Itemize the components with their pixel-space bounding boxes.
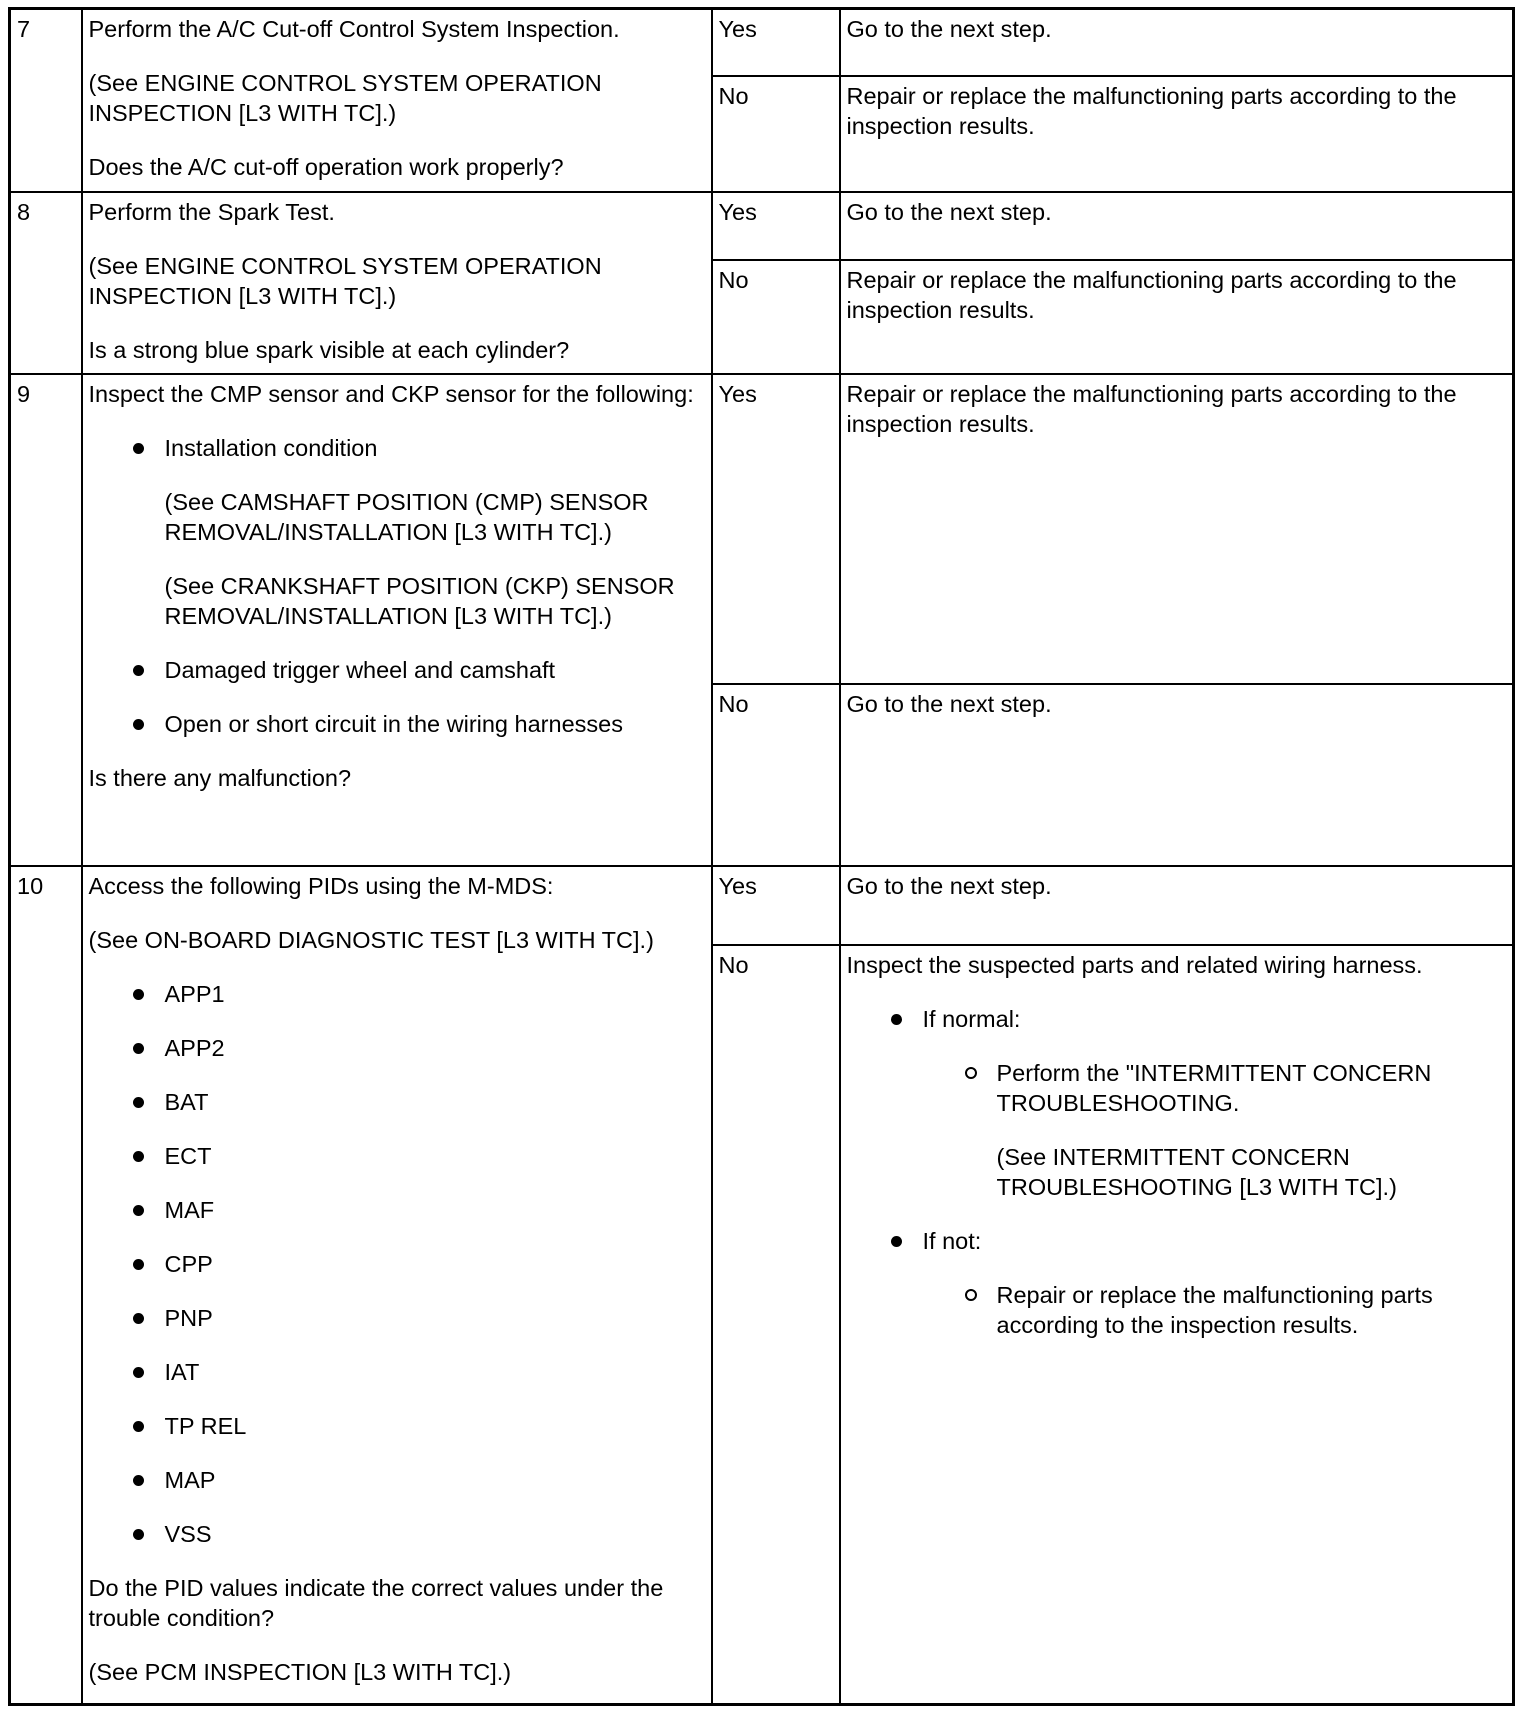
question-text: Does the A/C cut-off operation work properly? — [88, 154, 564, 180]
result-no: No — [712, 260, 840, 374]
outcome-no: Repair or replace the malfunctioning parts according to the inspection results. — [840, 260, 1514, 374]
list-item: Open or short circuit in the wiring harnesses — [133, 709, 705, 739]
list-item: BAT — [133, 1087, 705, 1117]
step-number: 10 — [10, 866, 82, 1705]
step-number: 7 — [10, 9, 82, 192]
action-text: Perform the Spark Test. — [88, 198, 335, 225]
question-text: Do the PID values indicate the correct values under the trouble condition? — [88, 1574, 664, 1631]
result-no: No — [712, 684, 840, 866]
inspection-list — [89, 433, 705, 739]
outcome-no: Repair or replace the malfunctioning parts according to the inspection results. — [840, 76, 1514, 192]
list-item: APP1 — [133, 979, 705, 1009]
action-text: Access the following PIDs using the M-MDS: — [88, 872, 554, 899]
list-item: MAP — [133, 1465, 705, 1495]
list-item: MAF — [133, 1195, 705, 1225]
list-item: APP2 — [133, 1033, 705, 1063]
result-yes: Yes — [712, 9, 840, 76]
list-item: Perform the "INTERMITTENT CONCERN TROUBLESHOOTING. (See INTERMITTENT CONCERN TROUBLESHOOTING [L3 WITH TC].) — [965, 1058, 1507, 1202]
list-item: TP REL — [133, 1411, 705, 1441]
list-item: Installation condition (See CAMSHAFT POSITION (CMP) SENSOR REMOVAL/INSTALLATION [L3 WITH TC].) (See CRANKSHAFT POSITION (CKP) SENSOR REMOVAL/INSTALLATION [L3 WITH TC].) — [133, 433, 705, 631]
sub-list — [923, 1280, 1507, 1340]
list-item: If not: Repair or replace the malfunctioning parts according to the inspection results. — [891, 1226, 1507, 1340]
list-item: Repair or replace the malfunctioning parts according to the inspection results. — [965, 1280, 1507, 1340]
result-yes: Yes — [712, 374, 840, 684]
action-cell — [82, 9, 712, 192]
action-text: Inspect the CMP sensor and CKP sensor for the following: — [88, 380, 694, 407]
action-cell — [82, 374, 712, 866]
table-row — [10, 866, 1514, 945]
result-no: No — [712, 945, 840, 1705]
action-text: Perform the A/C Cut-off Control System Inspection. — [88, 16, 620, 42]
sub-list — [923, 1058, 1507, 1202]
reference-text: (See CRANKSHAFT POSITION (CKP) SENSOR REMOVAL/INSTALLATION [L3 WITH TC].) — [164, 572, 675, 629]
result-no: No — [712, 76, 840, 192]
reference-text: (See INTERMITTENT CONCERN TROUBLESHOOTING [L3 WITH TC].) — [996, 1143, 1397, 1200]
pid-list — [89, 979, 705, 1549]
list-item: Damaged trigger wheel and camshaft — [133, 655, 705, 685]
reference-text: (See CAMSHAFT POSITION (CMP) SENSOR REMOVAL/INSTALLATION [L3 WITH TC].) — [164, 488, 649, 545]
reference-text: (See PCM INSPECTION [L3 WITH TC].) — [88, 1658, 512, 1685]
table-row — [10, 192, 1514, 260]
condition-list — [847, 1004, 1507, 1340]
reference-text: (See ENGINE CONTROL SYSTEM OPERATION INSPECTION [L3 WITH TC].) — [88, 252, 602, 309]
outcome-no: Go to the next step. — [840, 684, 1514, 866]
outcome-yes: Go to the next step. — [840, 192, 1514, 260]
outcome-yes: Repair or replace the malfunctioning parts according to the inspection results. — [840, 374, 1514, 684]
list-item: VSS — [133, 1519, 705, 1549]
list-item: PNP — [133, 1303, 705, 1333]
action-cell — [82, 192, 712, 374]
reference-text: (See ENGINE CONTROL SYSTEM OPERATION INSPECTION [L3 WITH TC].) — [88, 70, 602, 126]
table-row — [10, 374, 1514, 684]
table-row — [10, 9, 1514, 76]
diagnostic-procedure-table — [8, 7, 1515, 1706]
outcome-yes: Go to the next step. — [840, 9, 1514, 76]
outcome-text: Inspect the suspected parts and related wiring harness. — [846, 951, 1423, 978]
question-text: Is a strong blue spark visible at each cylinder? — [88, 336, 570, 363]
reference-text: (See ON-BOARD DIAGNOSTIC TEST [L3 WITH TC].) — [88, 926, 654, 953]
outcome-no — [840, 945, 1514, 1705]
result-yes: Yes — [712, 192, 840, 260]
list-item: CPP — [133, 1249, 705, 1279]
result-yes: Yes — [712, 866, 840, 945]
outcome-yes: Go to the next step. — [840, 866, 1514, 945]
list-item: If normal: Perform the "INTERMITTENT CONCERN TROUBLESHOOTING. (See INTERMITTENT CONCERN TROUBLESHOOTING [L3 WITH TC].) — [891, 1004, 1507, 1202]
question-text: Is there any malfunction? — [88, 764, 352, 791]
step-number: 8 — [10, 192, 82, 374]
step-number: 9 — [10, 374, 82, 866]
list-item: ECT — [133, 1141, 705, 1171]
action-cell — [82, 866, 712, 1705]
list-item: IAT — [133, 1357, 705, 1387]
